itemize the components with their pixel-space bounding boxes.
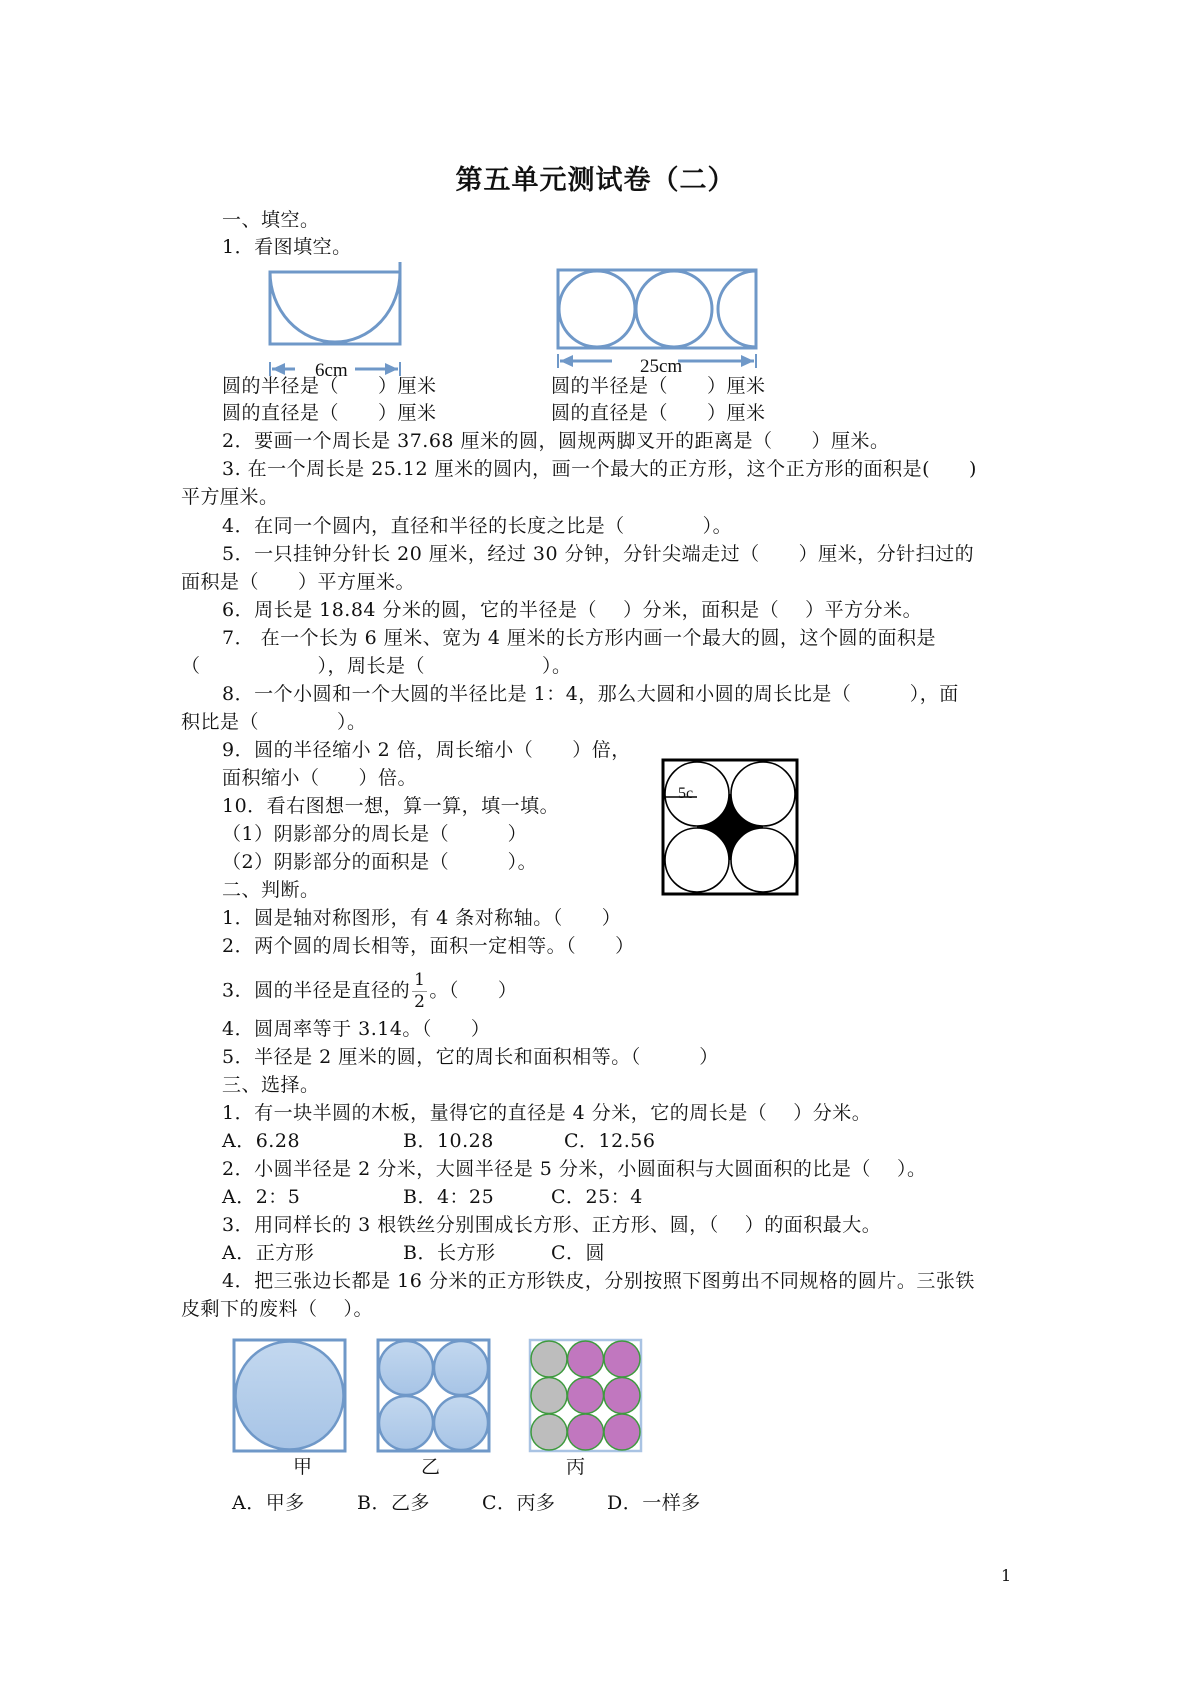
choice-q3-option-c: C．圆	[551, 1242, 606, 1264]
question-6: 6．周长是 18.84 分米的圆，它的半径是（ ）分米，面积是（ ）平方分米。	[222, 599, 923, 621]
question-1-label: 1．看图填空。	[222, 236, 352, 258]
choice-q2-option-b: B．4：25	[403, 1186, 495, 1208]
judge-item-3-suffix: 。（ ）	[429, 979, 518, 1002]
question-3-line1: 3. 在一个周长是 25.12 厘米的圆内，画一个最大的正方形，这个正方形的面积是( )	[222, 458, 977, 480]
fraction-numerator: 1	[414, 970, 426, 990]
choice-q2-option-a: A．2：5	[222, 1186, 301, 1208]
choice-q4-line2: 皮剩下的废料（ ）。	[181, 1298, 374, 1320]
question-4: 4．在同一个圆内，直径和半径的长度之比是（ ）。	[222, 515, 733, 537]
q1-left-radius: 圆的半径是（ ）厘米	[222, 375, 437, 397]
section-heading-fill-in: 一、填空。	[222, 209, 320, 231]
q1-right-radius: 圆的半径是（ ）厘米	[551, 375, 766, 397]
choice-q3-option-a: A．正方形	[222, 1242, 315, 1264]
question-5-line1: 5．一只挂钟分针长 20 厘米，经过 30 分钟，分针尖端走过（ ）厘米，分针扫过的	[222, 543, 975, 565]
choice-q4-option-c: C．丙多	[482, 1492, 556, 1514]
dimension-label-right: 25cm	[640, 356, 683, 377]
fraction-one-half	[412, 970, 427, 1013]
fraction-denominator: 2	[414, 992, 426, 1012]
question-2: 2．要画一个周长是 37.68 厘米的圆，圆规两脚叉开的距离是（ ）厘米。	[222, 430, 890, 452]
question-8-line2: 积比是（ ）。	[181, 711, 367, 733]
choice-q3: 3．用同样长的 3 根铁丝分别围成长方形、正方形、圆，（ ）的面积最大。	[222, 1214, 882, 1236]
question-10-label: 10．看右图想一想，算一算，填一填。	[222, 795, 560, 817]
choice-q1-option-a: A．6.28	[222, 1130, 301, 1152]
question-9-line2: 面积缩小（ ）倍。	[222, 767, 418, 789]
tin-sheet-figures	[230, 1335, 650, 1465]
choice-q2-option-c: C．25：4	[551, 1186, 643, 1208]
q1-right-diameter: 圆的直径是（ ）厘米	[551, 402, 766, 424]
question-7-line1: 7． 在一个长为 6 厘米、宽为 4 厘米的长方形内画一个最大的圆，这个圆的面积是	[222, 627, 936, 649]
judge-item-2: 2．两个圆的周长相等，面积一定相等。（ ）	[222, 935, 635, 957]
choice-q1-option-c: C．12.56	[564, 1130, 656, 1152]
choice-q4-line1: 4．把三张边长都是 16 分米的正方形铁皮，分别按照下图剪出不同规格的圆片。三张铁	[222, 1270, 975, 1292]
four-circles-shaded-figure	[660, 758, 800, 898]
section-heading-judge: 二、判断。	[222, 879, 320, 901]
judge-item-3-text: 3．圆的半径是直径的	[222, 979, 411, 1002]
judge-item-1: 1．圆是轴对称图形，有 4 条对称轴。（ ）	[222, 907, 622, 929]
question-7-line2: （ ），周长是（ ）。	[181, 655, 572, 677]
page-title: 第五单元测试卷（二）	[455, 165, 736, 196]
choice-q4-option-a: A．甲多	[232, 1492, 305, 1514]
choice-q3-option-b: B．长方形	[403, 1242, 496, 1264]
choice-q1-option-b: B．10.28	[403, 1130, 494, 1152]
judge-item-4: 4．圆周率等于 3.14。（ ）	[222, 1018, 491, 1040]
question-5-line2: 面积是（ ）平方厘米。	[181, 571, 416, 593]
figure-label-jia: 甲	[293, 1456, 313, 1478]
page-number: 1	[1001, 1566, 1012, 1585]
radius-label: 5c	[678, 785, 694, 802]
choice-q4-option-d: D．一样多	[607, 1492, 701, 1514]
choice-q4-option-b: B．乙多	[357, 1492, 430, 1514]
judge-item-3	[222, 970, 517, 1013]
choice-q1: 1．有一块半圆的木板，量得它的直径是 4 分米，它的周长是（ ）分米。	[222, 1102, 872, 1124]
judge-item-5: 5．半径是 2 厘米的圆，它的周长和面积相等。（ ）	[222, 1046, 719, 1068]
question-10-part1: （1）阴影部分的周长是（ ）	[222, 823, 528, 845]
dimension-label-left: 6cm	[315, 360, 348, 381]
q1-left-diameter: 圆的直径是（ ）厘米	[222, 402, 437, 424]
figure-label-bing: 丙	[566, 1456, 586, 1478]
section-heading-choice: 三、选择。	[222, 1074, 320, 1096]
choice-q2: 2．小圆半径是 2 分米，大圆半径是 5 分米，小圆面积与大圆面积的比是（ ）。	[222, 1158, 927, 1180]
figure-label-yi: 乙	[421, 1456, 441, 1478]
question-3-line2: 平方厘米。	[181, 486, 279, 508]
question-10-part2: （2）阴影部分的面积是（ ）。	[222, 851, 538, 873]
question-9-line1: 9．圆的半径缩小 2 倍，周长缩小（ ）倍，	[222, 739, 631, 761]
question-8-line1: 8．一个小圆和一个大圆的半径比是 1：4，那么大圆和小圆的周长比是（ ），面	[222, 683, 959, 705]
